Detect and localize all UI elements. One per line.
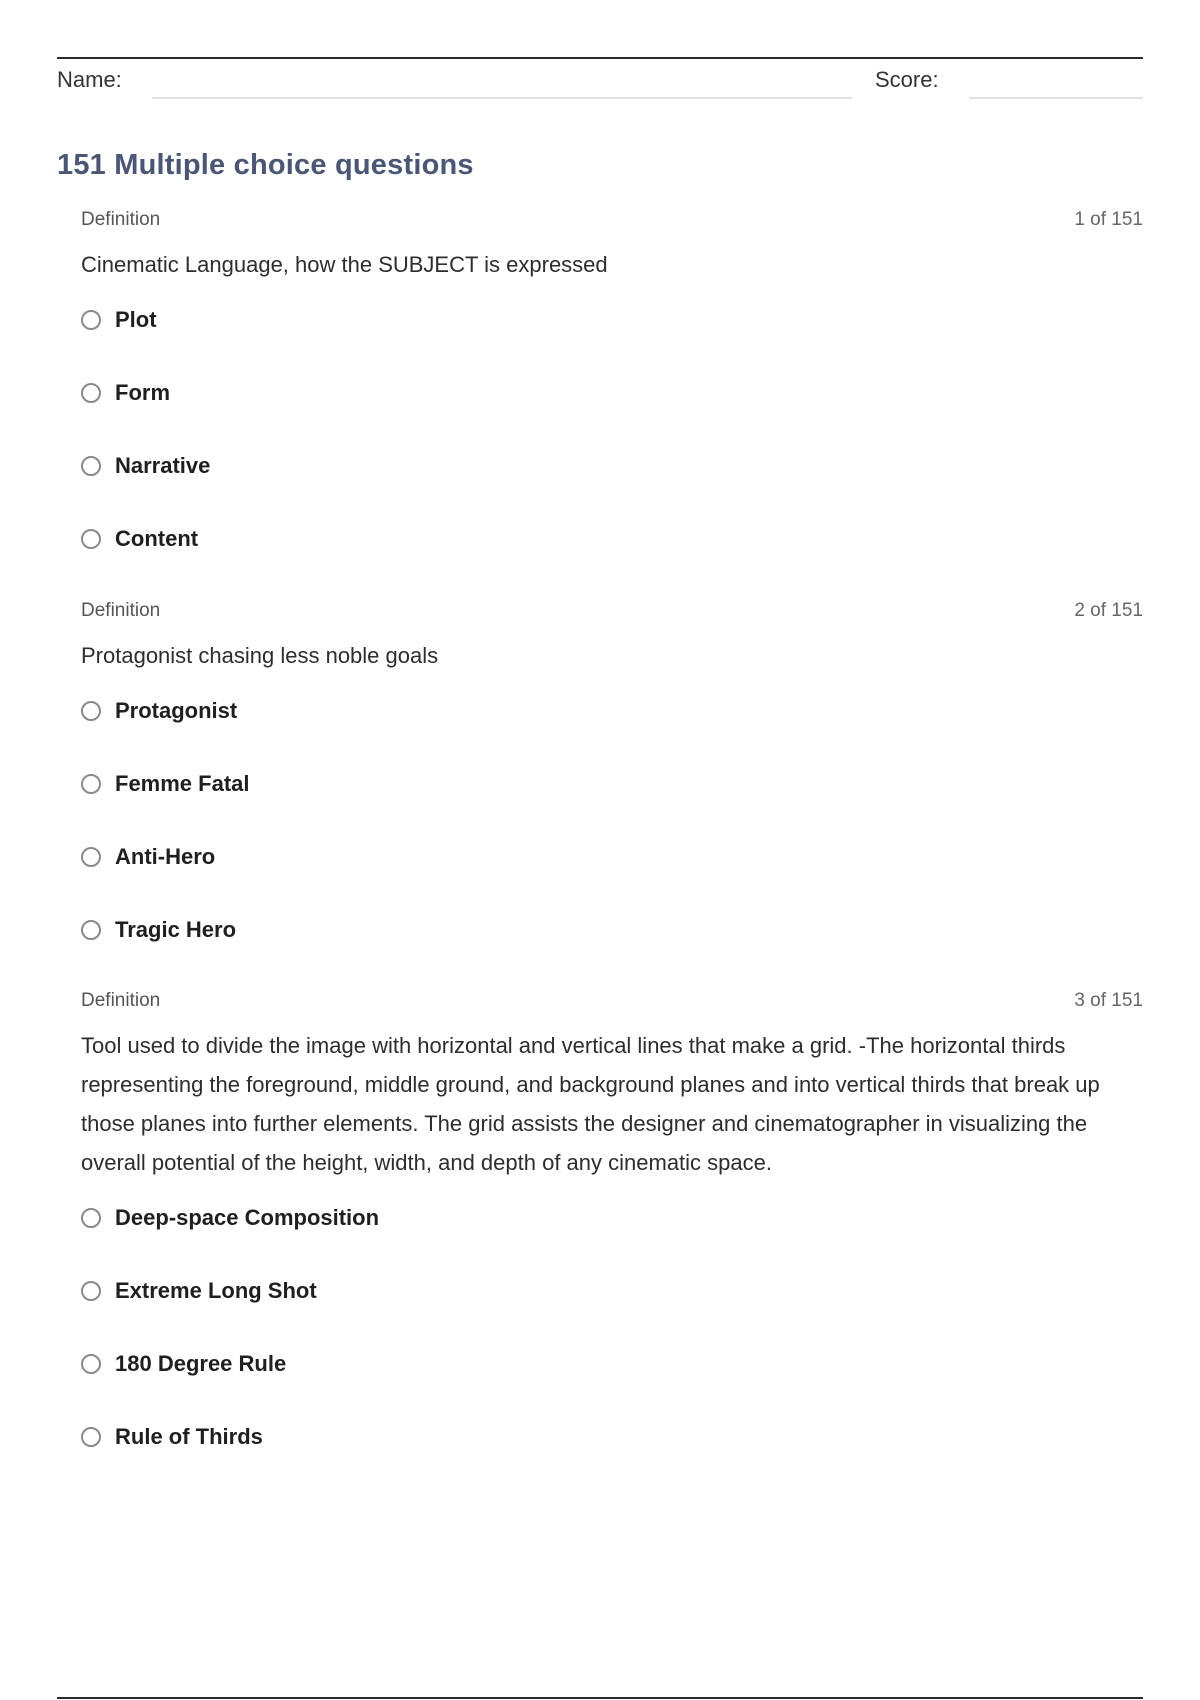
radio-circle-icon[interactable] [81, 701, 101, 721]
answer-option-rule-of-thirds[interactable] [81, 1419, 1143, 1455]
answer-options [81, 693, 1143, 948]
answer-option-label: Narrative [115, 453, 211, 478]
answer-option-protagonist[interactable] [81, 693, 1143, 729]
answer-options [81, 1200, 1143, 1455]
answer-option-anti-hero[interactable] [81, 839, 1143, 875]
radio-circle-icon[interactable] [81, 920, 101, 940]
answer-option-label: Anti-Hero [115, 844, 216, 869]
question-counter: 3 of 151 [1074, 990, 1143, 1011]
radio-circle-icon[interactable] [81, 1281, 101, 1301]
bottom-divider [57, 1697, 1143, 1699]
question-1 [81, 209, 1143, 594]
score-field-line[interactable] [969, 97, 1143, 99]
answer-option-label: Extreme Long Shot [115, 1278, 317, 1303]
answer-option-label: Tragic Hero [115, 917, 237, 942]
radio-circle-icon[interactable] [81, 529, 101, 549]
question-type-label: Definition [81, 600, 161, 621]
answer-option-tragic-hero[interactable] [81, 912, 1143, 948]
question-3 [81, 990, 1143, 1492]
answer-option-label: 180 Degree Rule [115, 1351, 287, 1376]
question-prompt: Cinematic Language, how the SUBJECT is expressed [81, 252, 608, 277]
section-title: 151 Multiple choice questions [57, 149, 474, 181]
answer-option-form[interactable] [81, 375, 1143, 411]
answer-option-label: Femme Fatal [115, 771, 250, 796]
answer-option-femme-fatal[interactable] [81, 766, 1143, 802]
question-prompt: Tool used to divide the image with horizontal and vertical lines that make a grid. -The horizontal thirds representing the foreground, middle ground, and background planes and into vertical thirds that break up those planes into further elements. The grid assists the designer and cinematographer in visualizing the overall potential of the height, width, and depth of any cinematic space. [81, 1033, 1100, 1175]
score-label: Score: [875, 67, 939, 92]
radio-circle-icon[interactable] [81, 456, 101, 476]
question-header [81, 990, 1143, 1014]
question-2 [81, 600, 1143, 985]
name-field-line[interactable] [152, 97, 852, 99]
answer-option-extreme-long-shot[interactable] [81, 1273, 1143, 1309]
question-header [81, 600, 1143, 624]
radio-circle-icon[interactable] [81, 1427, 101, 1447]
question-type-label: Definition [81, 209, 161, 230]
worksheet-page [57, 57, 1143, 1700]
question-prompt: Protagonist chasing less noble goals [81, 643, 439, 668]
answer-option-content[interactable] [81, 521, 1143, 557]
radio-circle-icon[interactable] [81, 1354, 101, 1374]
answer-option-label: Rule of Thirds [115, 1424, 263, 1449]
answer-option-label: Plot [115, 307, 157, 332]
answer-option-label: Deep-space Composition [115, 1205, 380, 1230]
name-score-header [57, 59, 1143, 99]
answer-option-deep-space-composition[interactable] [81, 1200, 1143, 1236]
answer-option-narrative[interactable] [81, 448, 1143, 484]
question-counter: 2 of 151 [1074, 600, 1143, 621]
question-header [81, 209, 1143, 233]
question-type-label: Definition [81, 990, 161, 1011]
radio-circle-icon[interactable] [81, 774, 101, 794]
question-counter: 1 of 151 [1074, 209, 1143, 230]
answer-option-label: Content [115, 526, 199, 551]
radio-circle-icon[interactable] [81, 310, 101, 330]
radio-circle-icon[interactable] [81, 383, 101, 403]
radio-circle-icon[interactable] [81, 1208, 101, 1228]
answer-option-label: Form [115, 380, 170, 405]
name-label: Name: [57, 67, 122, 92]
answer-option-plot[interactable] [81, 302, 1143, 338]
answer-options [81, 302, 1143, 557]
answer-option-label: Protagonist [115, 698, 238, 723]
radio-circle-icon[interactable] [81, 847, 101, 867]
answer-option-180-degree-rule[interactable] [81, 1346, 1143, 1382]
